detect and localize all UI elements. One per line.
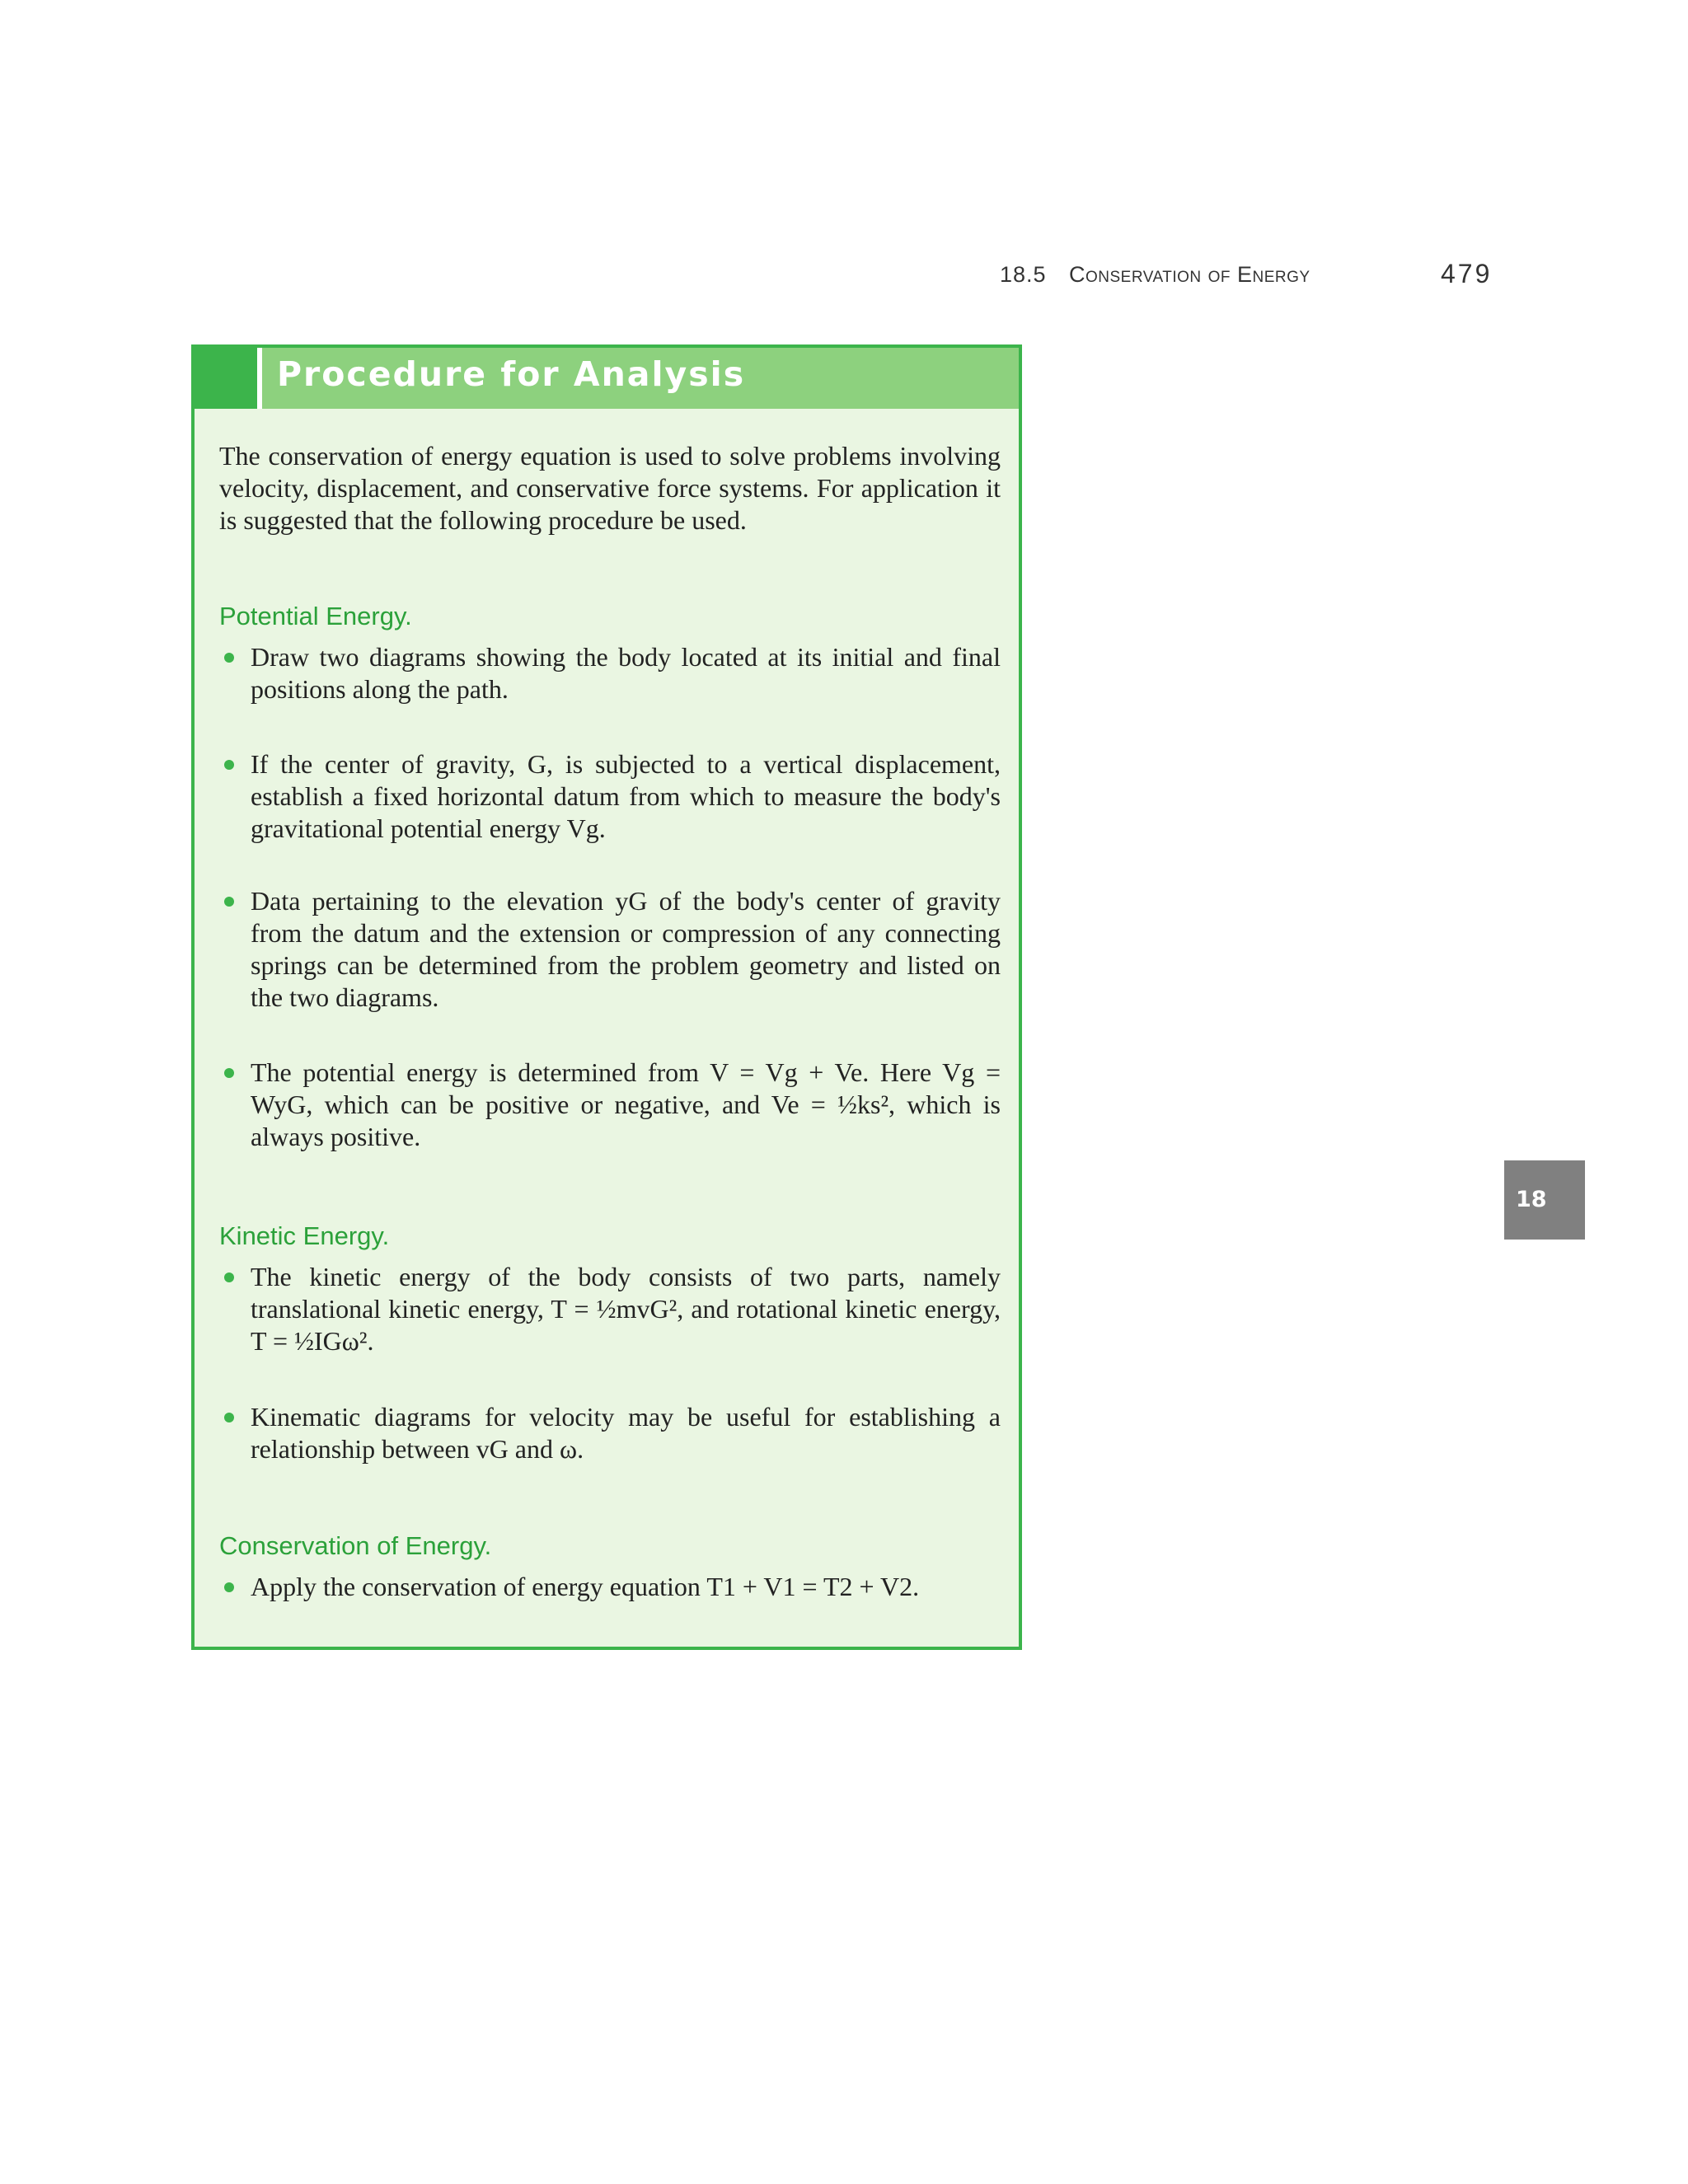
header-divider bbox=[257, 348, 262, 409]
bullet-item bbox=[219, 1401, 1001, 1465]
section-number: 18.5 bbox=[1000, 262, 1047, 287]
bullet-item bbox=[219, 748, 1001, 845]
intro-paragraph bbox=[219, 440, 1001, 537]
bullet-text: Apply the conservation of energy equation T1 + V1 = T2 + V2. bbox=[251, 1572, 920, 1601]
bullet-text: Data pertaining to the elevation yG of the body's center of gravity from the datum and the extension or compression of any connecting springs can be determined from the problem geometry and listed on the two diagrams. bbox=[251, 886, 1001, 1012]
bullet-dot bbox=[224, 1582, 234, 1592]
bullet-item bbox=[219, 1057, 1001, 1153]
procedure-box-header bbox=[195, 348, 1019, 409]
bullet-text: Kinematic diagrams for velocity may be useful for establishing a relationship between vG and ω. bbox=[251, 1402, 1001, 1464]
bullet-text: The kinetic energy of the body consists of two parts, namely translational kinetic energy, T = ½mvG², and rotational kinetic energy, T = ½IGω². bbox=[251, 1262, 1001, 1356]
bullet-text: Draw two diagrams showing the body located at its initial and final positions along the path. bbox=[251, 642, 1001, 704]
bullet-text: If the center of gravity, G, is subjected to a vertical displacement, establish a fixed horizontal datum from which to measure the body's gravitational potential energy Vg. bbox=[251, 749, 1001, 843]
chapter-tab-number: 18 bbox=[1516, 1187, 1547, 1212]
intro-text: The conservation of energy equation is used to solve problems involving velocity, displacement, and conservative force systems. For application it is suggested that the following procedure be used. bbox=[219, 441, 1001, 535]
chapter-tab bbox=[1504, 1160, 1585, 1240]
bullet-dot bbox=[224, 1272, 234, 1282]
bullet-dot bbox=[224, 897, 234, 907]
bullet-text: The potential energy is determined from V = Vg + Ve. Here Vg = WyG, which can be positive or negative, and Ve = ½ks², which is always positive. bbox=[251, 1057, 1001, 1151]
bullet-dot bbox=[224, 1413, 234, 1422]
heading-kinetic-energy: Kinetic Energy. bbox=[219, 1221, 390, 1250]
procedure-box bbox=[191, 344, 1022, 1650]
section-title: Conservation of Energy bbox=[1069, 262, 1311, 287]
bullet-item bbox=[219, 1261, 1001, 1357]
page-number: 479 bbox=[1441, 259, 1493, 288]
bullet-item bbox=[219, 885, 1001, 1014]
bullet-item bbox=[219, 1571, 1001, 1603]
bullet-item bbox=[219, 641, 1001, 705]
bullet-dot bbox=[224, 1068, 234, 1078]
bullet-dot bbox=[224, 653, 234, 663]
procedure-box-title: Procedure for Analysis bbox=[277, 354, 746, 394]
running-head bbox=[1000, 259, 1494, 298]
header-accent-block bbox=[195, 348, 257, 409]
heading-potential-energy: Potential Energy. bbox=[219, 602, 412, 630]
heading-conservation-of-energy: Conservation of Energy. bbox=[219, 1531, 492, 1560]
bullet-dot bbox=[224, 760, 234, 770]
